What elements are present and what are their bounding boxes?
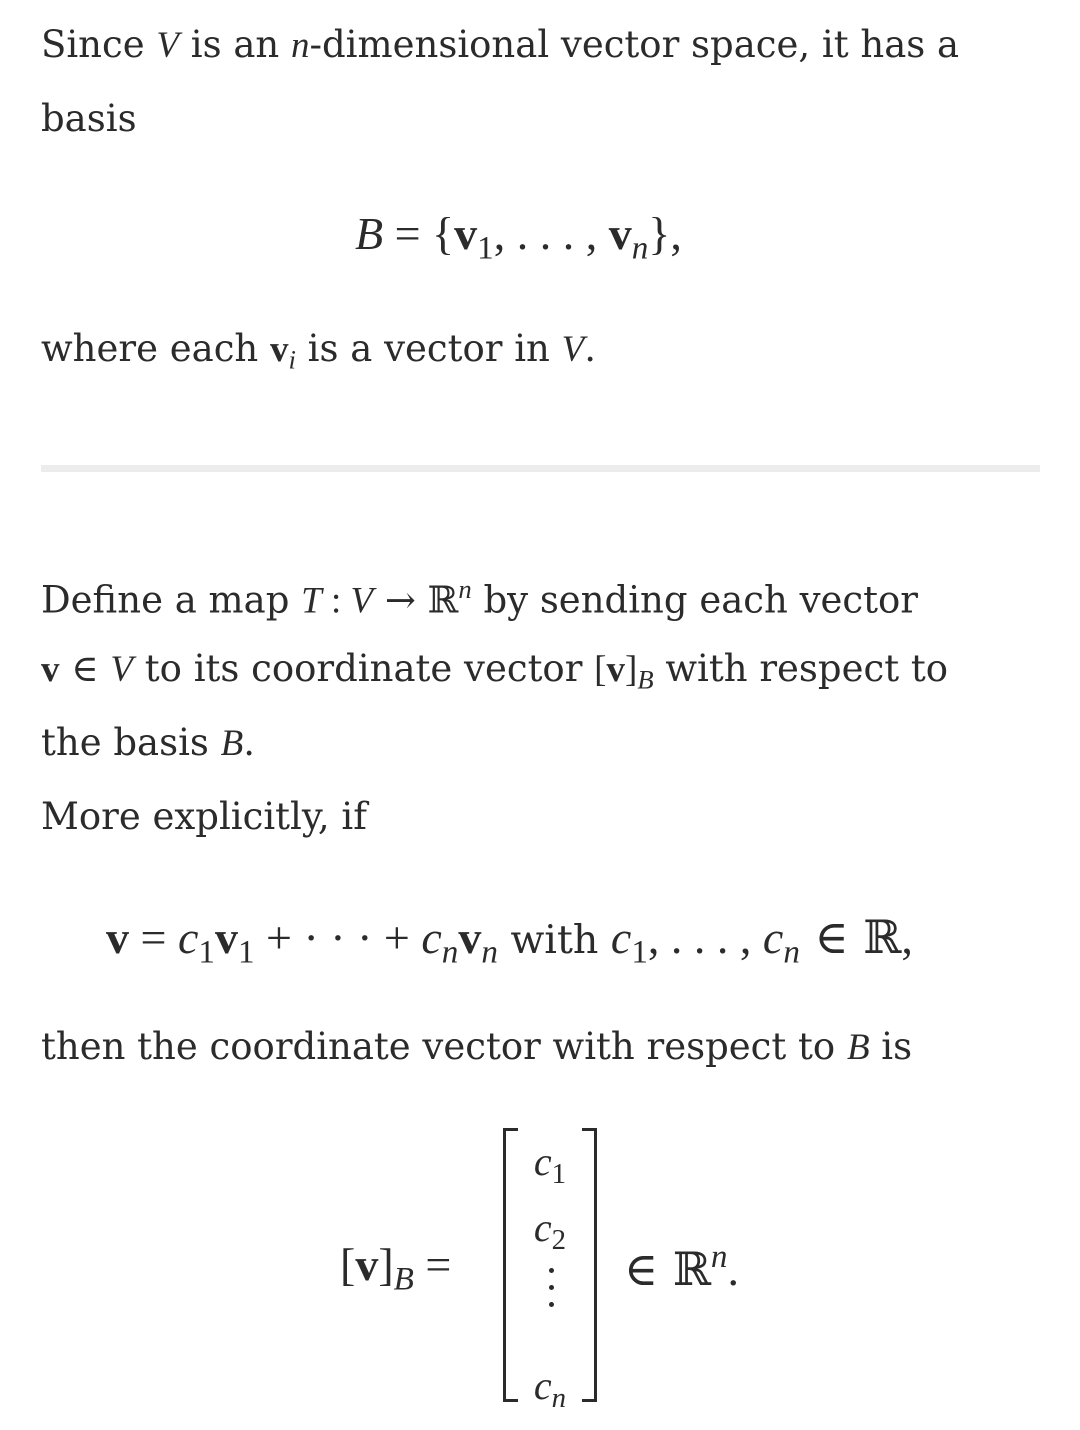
math-bracket: [	[340, 1239, 356, 1290]
math-subscript: 2	[551, 1224, 567, 1257]
math-vector-v: v	[106, 912, 129, 963]
math-vector-v: v	[606, 649, 625, 690]
math-coefficient: c	[762, 912, 784, 963]
paragraph-3-line-2	[41, 647, 948, 695]
math-operator: },	[648, 208, 682, 259]
math-coefficient: c	[421, 912, 442, 963]
math-subscript: 1	[237, 933, 255, 971]
math-bracket: [	[594, 649, 607, 690]
math-element-of: ∈	[59, 647, 111, 690]
math-subscript: i	[288, 344, 296, 375]
text: basis	[41, 97, 137, 140]
math-symbol-B: B	[846, 1027, 870, 1068]
math-operator: .	[727, 1244, 739, 1296]
matrix-entry-n	[525, 1362, 575, 1415]
text: by sending each vector	[471, 578, 918, 622]
paragraph-3-line-1	[41, 576, 918, 620]
math-subscript: B	[393, 1260, 414, 1298]
math-operator: =	[129, 912, 178, 963]
math-symbol-B: B	[355, 208, 384, 259]
text: .	[243, 721, 256, 764]
math-subscript: 1	[631, 933, 648, 971]
math-subscript: 1	[477, 229, 494, 267]
matrix-entry-1	[525, 1138, 575, 1191]
text: then the coordinate vector with respect to	[41, 1025, 847, 1068]
math-coefficient: c	[533, 1205, 552, 1250]
math-superscript: n	[710, 1238, 728, 1275]
math-reals-symbol: ℝ	[427, 578, 459, 622]
math-subscript: 1	[198, 933, 215, 971]
math-subscript: B	[637, 664, 654, 695]
math-vector-v: v	[355, 1239, 379, 1290]
math-coefficient: c	[533, 1139, 552, 1184]
text: to its coordinate vector	[133, 647, 595, 690]
math-reals-symbol: ℝ	[863, 910, 902, 964]
math-symbol-V: V	[110, 649, 134, 690]
math-symbol-n: n	[291, 25, 310, 66]
math-vector-v: v	[458, 912, 482, 963]
math-symbol-T: T	[301, 580, 322, 622]
matrix-vdots	[544, 1268, 558, 1319]
equation-basis	[355, 207, 682, 267]
equation-expansion	[106, 910, 913, 971]
math-superscript: n	[458, 574, 472, 604]
matrix-right-bracket	[582, 1128, 597, 1402]
paragraph-1-line-1	[41, 23, 960, 66]
text: -dimensional vector space, it has a	[309, 23, 960, 66]
section-divider	[41, 465, 1040, 472]
paragraph-4	[41, 1025, 913, 1068]
matrix-rhs	[624, 1238, 739, 1296]
paragraph-3-line-4	[41, 795, 367, 838]
math-arrow: →	[373, 578, 428, 622]
math-operator: = {	[383, 208, 455, 259]
math-subscript: 1	[551, 1158, 567, 1191]
math-symbol-V: V	[350, 580, 374, 622]
math-coefficient: c	[533, 1363, 552, 1408]
matrix-lhs	[340, 1238, 451, 1298]
math-operator: =	[413, 1239, 452, 1290]
math-coefficient: c	[610, 912, 632, 963]
math-symbol-B: B	[220, 723, 244, 764]
text: the basis	[41, 721, 221, 764]
math-subscript: n	[551, 1382, 567, 1415]
math-ellipsis: , . . . ,	[647, 912, 763, 963]
math-vector-v: v	[608, 208, 632, 259]
math-reals-symbol: ℝ	[672, 1242, 711, 1297]
math-symbol-V: V	[156, 25, 179, 66]
math-symbol-V: V	[561, 329, 585, 370]
math-coefficient: c	[177, 912, 199, 963]
text: Define a map	[41, 578, 302, 622]
math-bracket: ]	[378, 1239, 394, 1290]
math-vector-v: v	[454, 208, 478, 259]
paragraph-3-line-3	[41, 721, 256, 764]
text: is a vector in	[295, 327, 562, 370]
math-ellipsis: , . . . ,	[493, 208, 609, 259]
math-bracket: ]	[625, 649, 638, 690]
text: is an	[179, 23, 291, 66]
math-element-of: ∈	[624, 1242, 673, 1297]
text: with respect to	[653, 647, 948, 690]
matrix-entry-2	[525, 1204, 575, 1257]
text: Since	[41, 23, 157, 66]
math-subscript: n	[631, 229, 649, 267]
text: More explicitly, if	[41, 795, 367, 838]
text: .	[584, 327, 596, 370]
matrix-left-bracket	[503, 1128, 518, 1402]
math-element-of: ∈	[799, 910, 864, 964]
text: with	[497, 917, 611, 963]
math-subscript: n	[783, 933, 800, 971]
text: where each	[41, 327, 271, 370]
math-operator: :	[321, 580, 351, 622]
math-operator: ,	[901, 912, 913, 963]
math-vector-v: v	[214, 912, 238, 963]
math-operator: + · · · +	[254, 912, 422, 963]
math-subscript: n	[481, 933, 498, 971]
math-vector-v: v	[270, 329, 289, 370]
math-subscript: n	[441, 933, 459, 971]
text: is	[869, 1025, 913, 1068]
math-vector-v: v	[41, 649, 60, 690]
paragraph-2	[41, 327, 596, 375]
paragraph-1-line-2	[41, 97, 137, 140]
